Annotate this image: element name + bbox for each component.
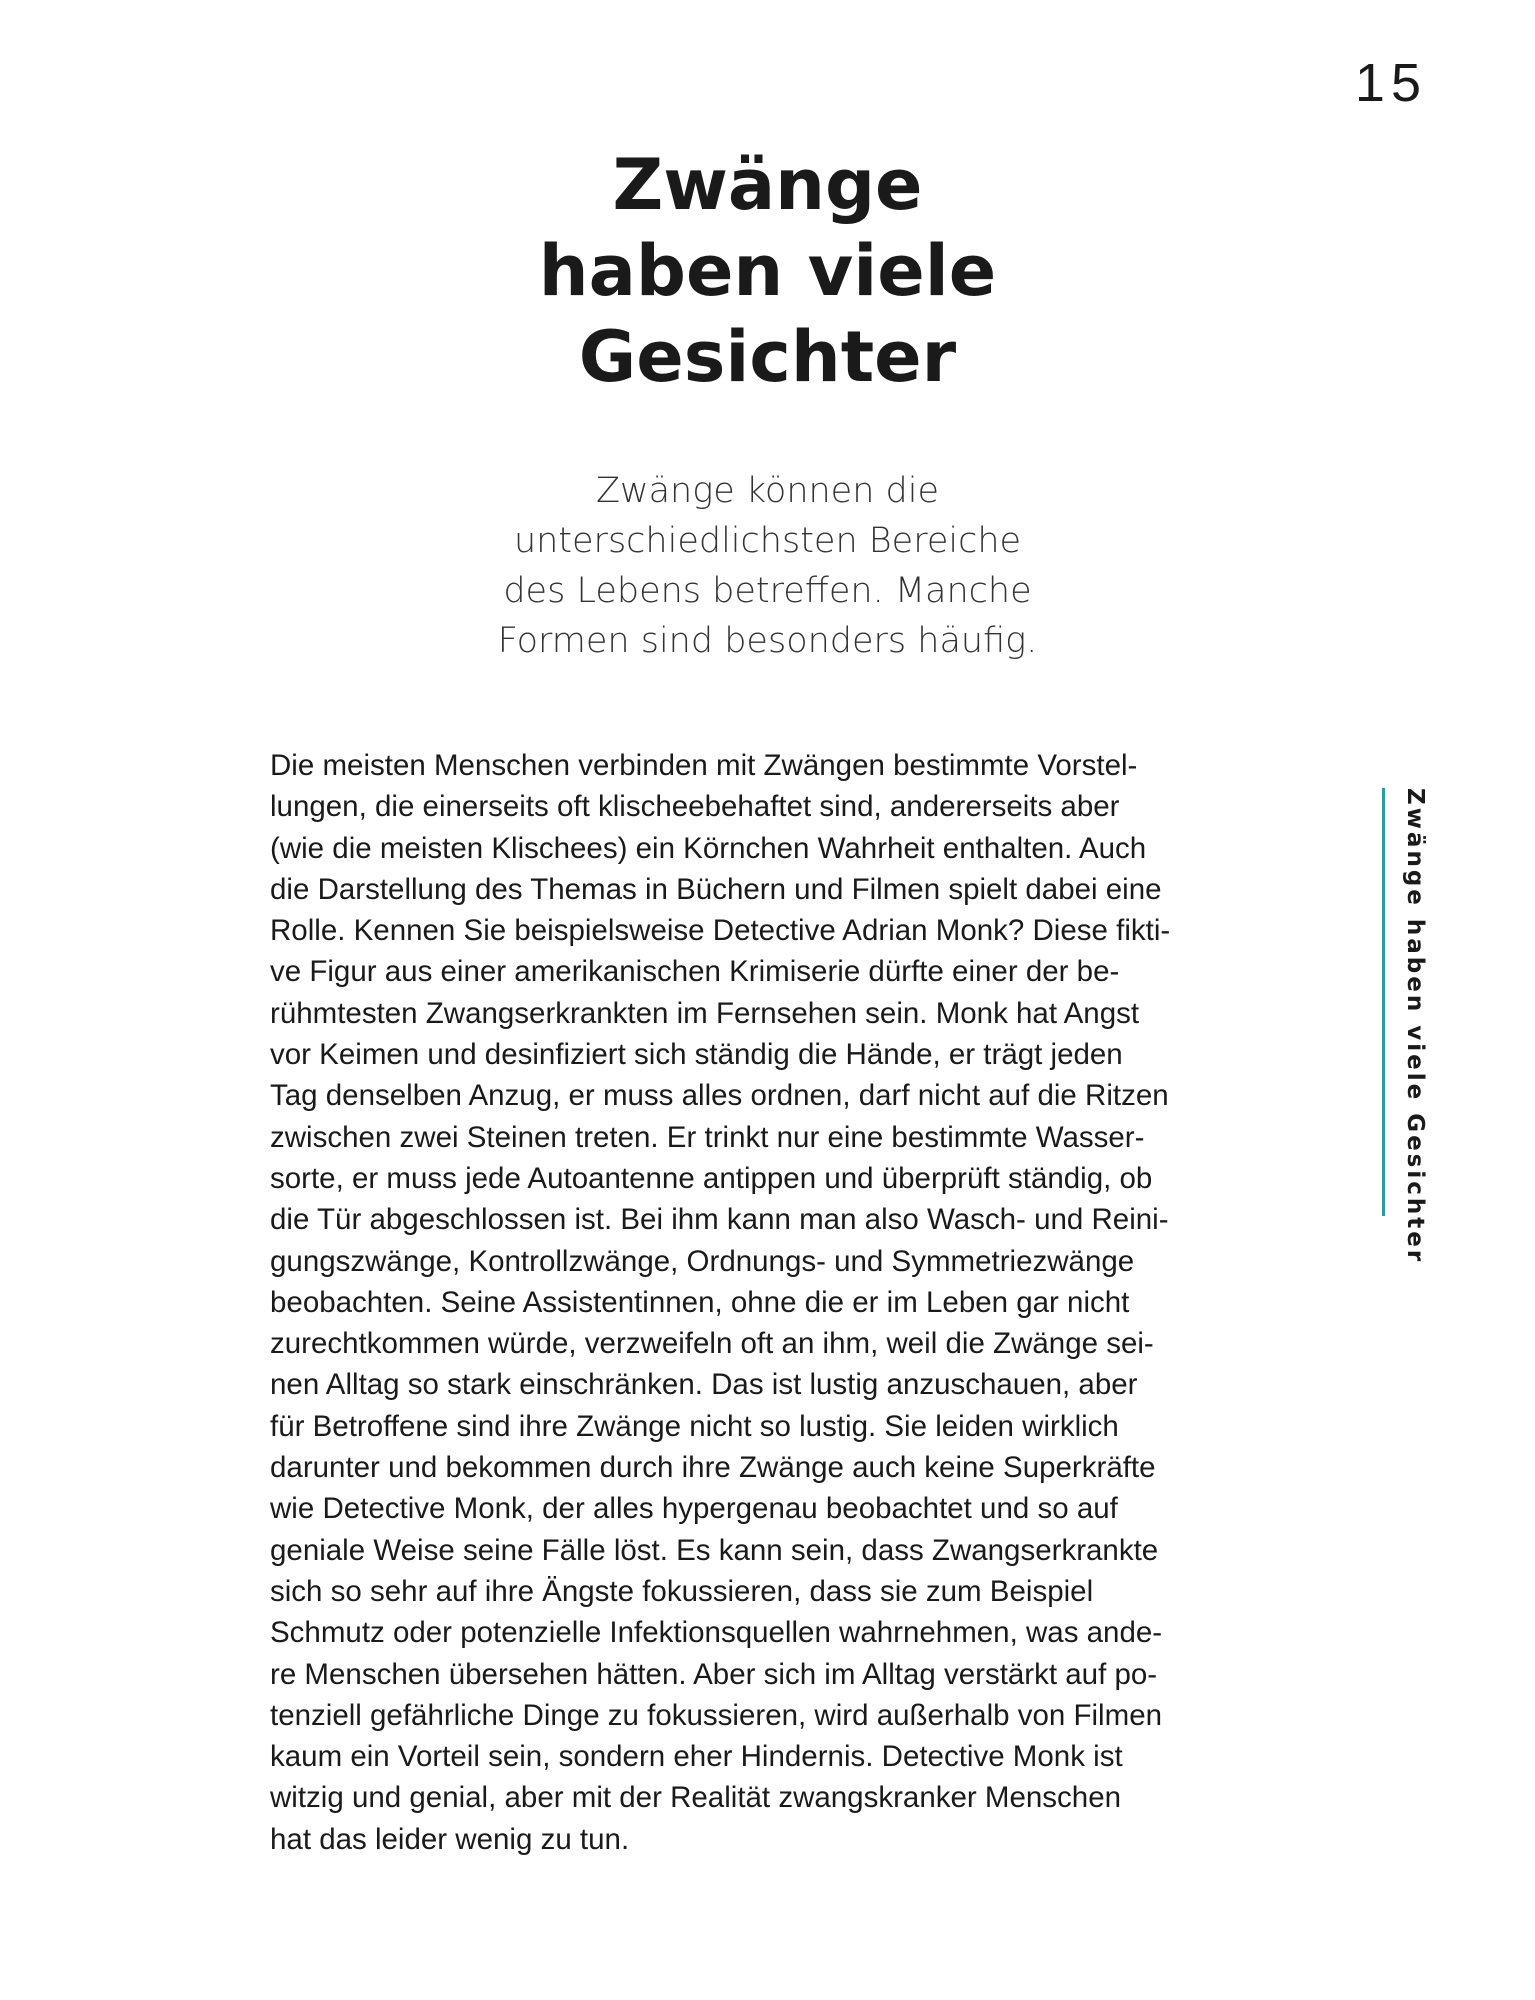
body-line: zwischen zwei Steinen treten. Er trinkt nur eine bestimmte Wasser- bbox=[270, 1120, 1145, 1154]
body-line: tenziell gefährliche Dinge zu fokussieren, wird außerhalb von Filmen bbox=[270, 1698, 1163, 1732]
chapter-title-line: haben viele bbox=[538, 230, 997, 312]
body-line: vor Keimen und desinfiziert sich ständig die Hände, er trägt jeden bbox=[270, 1038, 1123, 1072]
intro-line: Formen sind besonders häufig. bbox=[497, 621, 1038, 661]
body-line: Die meisten Menschen verbinden mit Zwängen bestimmte Vorstel- bbox=[270, 749, 1138, 782]
running-head: Zwänge haben viele Gesichter bbox=[1382, 788, 1428, 1216]
body-line: Schmutz oder potenzielle Infektionsquellen wahrnehmen, was ande- bbox=[270, 1616, 1163, 1650]
body-line: rühmtesten Zwangserkrankten im Fernsehen sein. Monk hat Angst bbox=[270, 996, 1140, 1030]
body-line: wie Detective Monk, der alles hypergenau beobachtet und so auf bbox=[270, 1492, 1118, 1526]
chapter-title-line: Gesichter bbox=[578, 316, 957, 398]
body-line: lungen, die einerseits oft klischeebehaftet sind, andererseits aber bbox=[270, 790, 1120, 824]
body-line: darunter und bekommen durch ihre Zwänge auch keine Superkräfte bbox=[270, 1451, 1156, 1485]
chapter-intro bbox=[0, 466, 1535, 666]
body-line: für Betroffene sind ihre Zwänge nicht so lustig. Sie leiden wirklich bbox=[270, 1409, 1119, 1443]
page-number: 15 bbox=[1354, 53, 1427, 113]
chapter-title bbox=[0, 142, 1535, 400]
intro-line: des Lebens betreffen. Manche bbox=[503, 571, 1032, 611]
body-line: beobachten. Seine Assistentinnen, ohne die er im Leben gar nicht bbox=[270, 1285, 1130, 1319]
body-line: die Darstellung des Themas in Büchern und Filmen spielt dabei eine bbox=[270, 872, 1162, 906]
intro-line: unterschiedlichsten Bereiche bbox=[513, 521, 1022, 561]
body-paragraph bbox=[270, 745, 1270, 1860]
body-line: gungszwänge, Kontrollzwänge, Ordnungs- und Symmetriezwänge bbox=[270, 1244, 1135, 1278]
body-line: Rolle. Kennen Sie beispielsweise Detective Adrian Monk? Diese fikti- bbox=[270, 914, 1171, 948]
body-line: die Tür abgeschlossen ist. Bei ihm kann man also Wasch- und Reini- bbox=[270, 1203, 1169, 1237]
body-line: (wie die meisten Klischees) ein Körnchen Wahrheit enthalten. Auch bbox=[270, 831, 1147, 865]
body-line: re Menschen übersehen hätten. Aber sich im Alltag verstärkt auf po- bbox=[270, 1657, 1158, 1691]
intro-line: Zwänge können die bbox=[595, 471, 939, 511]
chapter-title-line: Zwänge bbox=[612, 144, 923, 226]
body-line: Tag denselben Anzug, er muss alles ordnen, darf nicht auf die Ritzen bbox=[270, 1079, 1169, 1113]
body-line: geniale Weise seine Fälle löst. Es kann sein, dass Zwangserkrankte bbox=[270, 1533, 1159, 1567]
body-line: sorte, er muss jede Autoantenne antippen und überprüft ständig, ob bbox=[270, 1161, 1153, 1195]
body-line: kaum ein Vorteil sein, sondern eher Hindernis. Detective Monk ist bbox=[270, 1740, 1123, 1774]
body-line: witzig und genial, aber mit der Realität zwangskranker Menschen bbox=[270, 1781, 1122, 1815]
body-line: nen Alltag so stark einschränken. Das ist lustig anzuschauen, aber bbox=[270, 1368, 1138, 1402]
body-line: sich so sehr auf ihre Ängste fokussieren, dass sie zum Beispiel bbox=[270, 1574, 1094, 1608]
body-line: ve Figur aus einer amerikanischen Krimiserie dürfte einer der be- bbox=[270, 955, 1120, 989]
body-line: zurechtkommen würde, verzweifeln oft an ihm, weil die Zwänge sei- bbox=[270, 1327, 1154, 1361]
body-line: hat das leider wenig zu tun. bbox=[270, 1822, 630, 1856]
